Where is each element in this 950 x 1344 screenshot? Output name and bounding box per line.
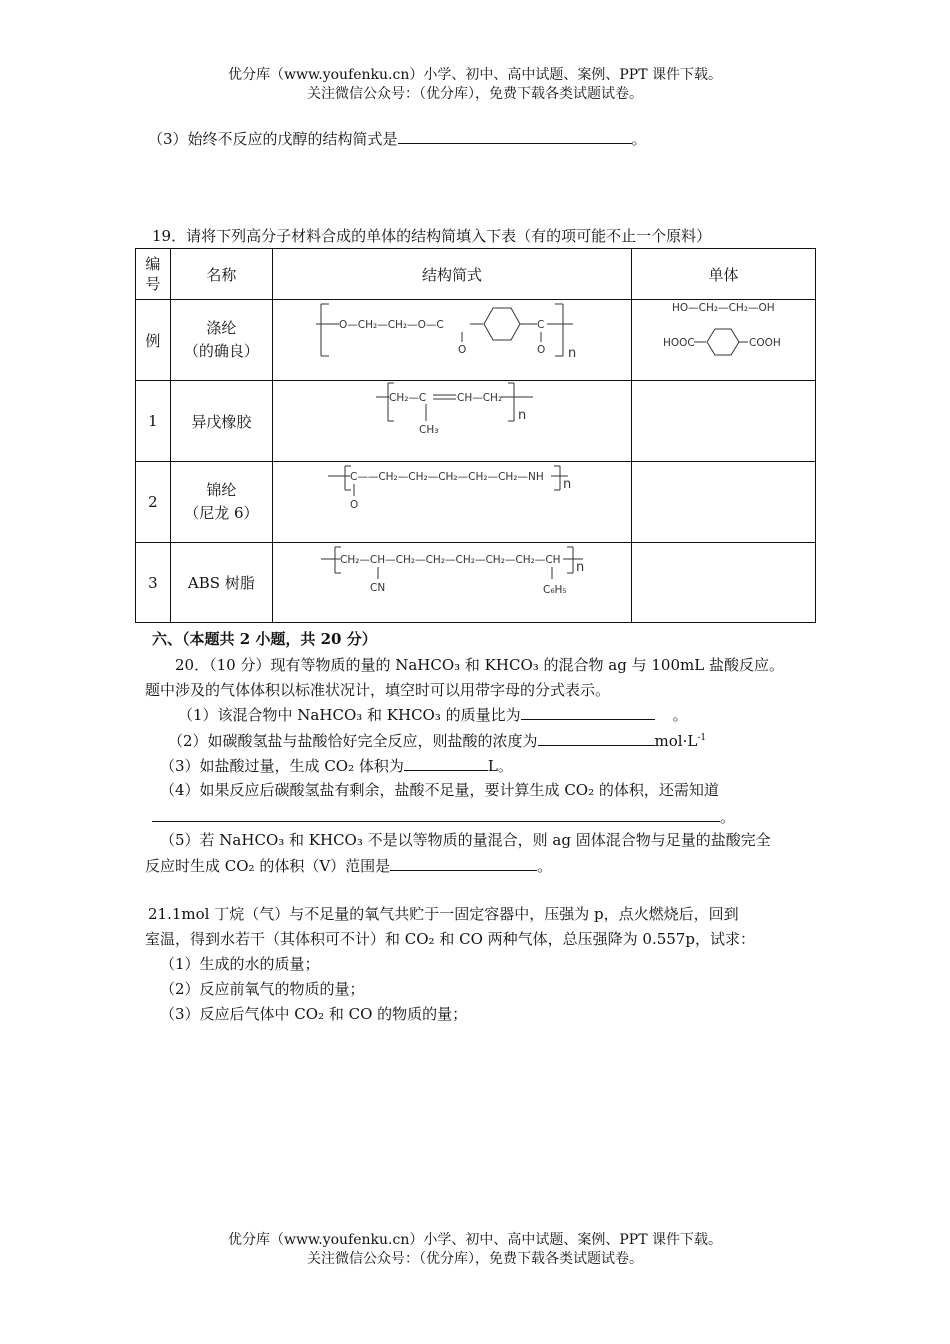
q20-part4-answer: 。 xyxy=(152,805,735,828)
header-name: 名称 xyxy=(170,249,272,300)
q21-part2: （2）反应前氧气的物质的量； xyxy=(160,980,365,998)
abs-resin-structure xyxy=(273,543,631,618)
q20-part4: （4）如果反应后碳酸氢盐有剩余，盐酸不足量，要计算生成 CO₂ 的体积，还需知道 xyxy=(160,781,719,799)
monomer-glycol: HO—CH₂—CH₂—OH xyxy=(671,302,775,314)
q20-part5-line1: （5）若 NaHCO₃ 和 KHCO₃ 不是以等物质的量混合，则 ag 固体混合物与足量的盐酸完全 xyxy=(160,831,771,849)
q20-part3: （3）如盐酸过量，生成 CO₂ 体积为 L。 xyxy=(160,754,513,777)
nylon6-structure xyxy=(273,462,631,538)
monomer-table xyxy=(135,248,816,623)
q20-intro-1: 20．（10 分）现有等物质的量的 NaHCO₃ 和 KHCO₃ 的混合物 ag 与 100mL 盐酸反应。 xyxy=(175,656,784,674)
answer-blank[interactable] xyxy=(398,127,632,144)
q21-part1: （1）生成的水的质量； xyxy=(160,955,320,973)
repeat-n: n xyxy=(567,346,577,361)
table-row xyxy=(136,462,816,543)
answer-blank[interactable] xyxy=(538,729,655,746)
row-formula xyxy=(272,543,631,623)
section-title: 六、（本题共 2 小题，共 20 分） xyxy=(152,630,377,648)
formula-chain: CH₂—CH—CH₂—CH₂—CH₂—CH₂—CH₂—CH xyxy=(339,554,561,566)
table-header-row xyxy=(136,249,816,300)
formula-chain: O—CH₂—CH₂—O—C xyxy=(338,319,444,331)
table-row xyxy=(136,543,816,623)
footer-line-1: 优分库（www.youfenku.cn）小学、初中、高中试题、案例、PPT 课件下载。 xyxy=(227,1232,722,1248)
row-formula xyxy=(272,381,631,462)
q21-part3: （3）反应后气体中 CO₂ 和 CO 的物质的量； xyxy=(160,1005,468,1023)
monomer-acid-left: HOOC xyxy=(662,337,695,349)
q21-intro-1: 21.1mol 丁烷（气）与不足量的氧气共贮于一固定容器中，压强为 p，点火燃烧后，回到 xyxy=(148,905,739,923)
phenyl-group: C₆H₅ xyxy=(542,584,567,596)
row-monomer-answer[interactable] xyxy=(631,543,815,623)
row-monomer-answer[interactable] xyxy=(631,381,815,462)
methyl-group: CH₃ xyxy=(418,424,439,436)
carbonyl-o: O xyxy=(536,344,546,356)
carbonyl-o: O xyxy=(457,344,467,356)
q20-part1: （1）该混合物中 NaHCO₃ 和 KHCO₃ 的质量比为 。 xyxy=(178,703,688,726)
row-name: 锦纶 （尼龙 6） xyxy=(170,462,272,543)
answer-blank[interactable] xyxy=(404,754,488,771)
q20-part5-line2: 反应时生成 CO₂ 的体积（V）范围是 。 xyxy=(145,854,552,877)
repeat-n: n xyxy=(575,560,585,575)
q21-intro-2: 室温，得到水若干（其体积可不计）和 CO₂ 和 CO 两种气体，总压强降为 0.557p，试求： xyxy=(145,930,755,948)
row-formula xyxy=(272,462,631,543)
answer-blank[interactable] xyxy=(521,703,655,720)
formula-chain: C——CH₂—CH₂—CH₂—CH₂—CH₂—NH xyxy=(349,471,544,483)
row-number: 例 xyxy=(136,300,171,381)
answer-blank[interactable] xyxy=(152,805,720,822)
row-name: ABS 树脂 xyxy=(170,543,272,623)
row-monomer xyxy=(631,300,815,381)
repeat-n: n xyxy=(517,408,527,423)
row-monomer-answer[interactable] xyxy=(631,462,815,543)
header-line-2: 关注微信公众号：（优分库），免费下载各类试题试卷。 xyxy=(307,86,643,102)
q20-intro-2: 题中涉及的气体体积以标准状况计，填空时可以用带字母的分式表示。 xyxy=(145,681,611,699)
row-name: 异戊橡胶 xyxy=(170,381,272,462)
row-number: 1 xyxy=(136,381,171,462)
formula-c: C xyxy=(536,319,545,331)
formula-chain: CH₂—C xyxy=(388,392,427,404)
footer-line-2: 关注微信公众号：（优分库），免费下载各类试题试卷。 xyxy=(307,1251,643,1267)
repeat-n: n xyxy=(562,477,572,492)
isoprene-rubber-structure xyxy=(273,381,631,457)
benzene-ring-icon xyxy=(707,329,739,355)
nitrile-group: CN xyxy=(369,582,386,594)
header-line-1: 优分库（www.youfenku.cn）小学、初中、高中试题、案例、PPT 课件下载。 xyxy=(227,67,722,83)
benzene-ring-icon xyxy=(484,308,520,340)
q18-part3: （3）始终不反应的戊醇的结构简式是 。 xyxy=(148,127,647,150)
table-row xyxy=(136,381,816,462)
header-number: 编 号 xyxy=(136,249,171,300)
header-formula: 结构简式 xyxy=(272,249,631,300)
row-formula xyxy=(272,300,631,381)
polyester-structure xyxy=(273,300,631,376)
table-row xyxy=(136,300,816,381)
answer-blank[interactable] xyxy=(390,854,537,871)
monomer-acid-right: COOH xyxy=(748,337,781,349)
carbonyl-o: O xyxy=(349,499,359,511)
q19-title: 19．请将下列高分子材料合成的单体的结构简填入下表（有的项可能不止一个原料） xyxy=(152,227,712,245)
formula-ch: CH—CH₂ xyxy=(456,392,503,404)
row-number: 2 xyxy=(136,462,171,543)
row-name: 涤纶 （的确良） xyxy=(170,300,272,381)
row-number: 3 xyxy=(136,543,171,623)
q20-part2: （2）如碳酸氢盐与盐酸恰好完全反应，则盐酸的浓度为 $mol\cdot L^{-1}$ xyxy=(168,729,706,752)
polyester-monomers xyxy=(632,300,815,376)
header-monomer: 单体 xyxy=(631,249,815,300)
